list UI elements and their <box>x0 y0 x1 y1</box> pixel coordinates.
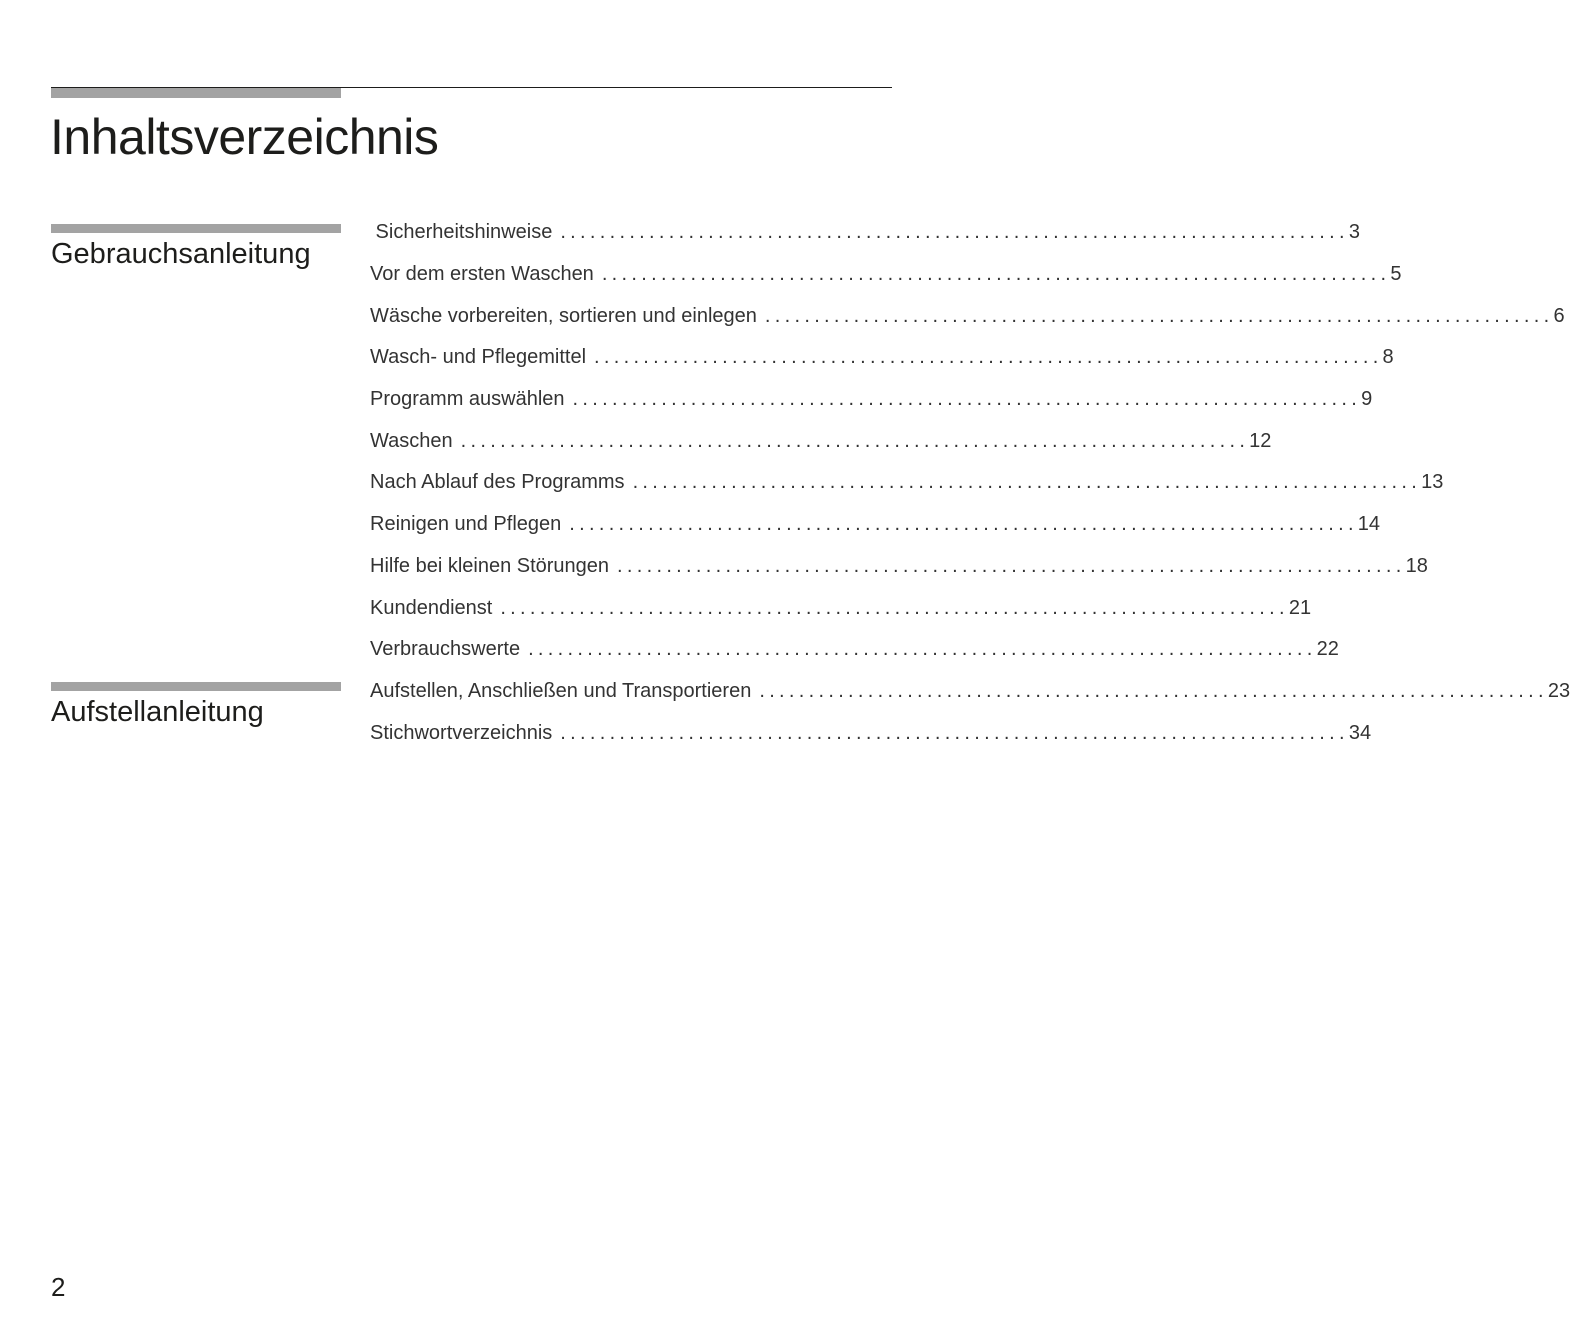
toc-entry-label: Hilfe bei kleinen Störungen <box>370 555 617 578</box>
toc-leader-dots: ................................................................................ <box>528 638 1317 661</box>
toc-entry-label: Kundendienst <box>370 597 500 620</box>
section-title-installation: Aufstellanleitung <box>51 696 264 728</box>
toc-leader-dots: ................................................................................ <box>759 679 1548 702</box>
header-accent-bar <box>51 88 341 98</box>
toc-entry-page: 22 <box>1316 638 1339 661</box>
table-of-contents <box>370 212 1570 754</box>
toc-entry-page: 21 <box>1288 596 1312 619</box>
toc-entry-page: 3 <box>1348 221 1360 244</box>
toc-entry-label: Wasch- und Pflegemittel <box>370 346 594 369</box>
toc-entry[interactable] <box>370 462 1444 504</box>
toc-leader-dots: ................................................................................ <box>594 346 1383 369</box>
toc-leader-dots: ................................................................................ <box>460 429 1250 452</box>
toc-entry[interactable] <box>370 254 1402 296</box>
toc-entry[interactable] <box>370 546 1428 588</box>
toc-entry-label: Reinigen und Pflegen <box>370 513 569 536</box>
page-number: 2 <box>51 1272 66 1302</box>
toc-entry[interactable] <box>370 587 1312 629</box>
toc-leader-dots: ................................................................................ <box>500 596 1289 619</box>
toc-entry-page: 23 <box>1547 679 1570 702</box>
toc-entry[interactable] <box>370 295 1565 337</box>
toc-entry[interactable] <box>370 212 1360 254</box>
toc-leader-dots: ................................................................................ <box>601 263 1391 286</box>
toc-leader-dots: ................................................................................ <box>560 721 1349 744</box>
toc-entry-page: 14 <box>1357 513 1381 536</box>
toc-entry[interactable] <box>370 420 1272 462</box>
toc-entry-label: Aufstellen, Anschließen und Transportieren <box>370 680 759 703</box>
toc-entry-page: 12 <box>1249 429 1272 452</box>
section-bar-installation <box>51 682 341 691</box>
toc-entry-page: 9 <box>1361 388 1373 411</box>
toc-leader-dots: ................................................................................ <box>560 221 1349 244</box>
toc-entry[interactable] <box>370 671 1570 713</box>
toc-entry[interactable] <box>370 712 1372 754</box>
toc-entry-page: 5 <box>1390 263 1402 286</box>
toc-entry-page: 18 <box>1405 554 1428 577</box>
toc-entry-label: Verbrauchswerte <box>370 638 528 661</box>
toc-leader-dots: ................................................................................ <box>617 554 1406 577</box>
section-bar-usage <box>51 224 341 233</box>
toc-leader-dots: ................................................................................ <box>764 304 1554 327</box>
page-title: Inhaltsverzeichnis <box>50 109 439 165</box>
toc-entry-label: Sicherheitshinweise <box>370 221 560 244</box>
toc-entry-label: Vor dem ersten Waschen <box>370 263 602 286</box>
toc-entry[interactable] <box>370 504 1381 546</box>
toc-entry-label: Waschen <box>370 430 461 453</box>
toc-leader-dots: ................................................................................ <box>632 471 1422 494</box>
toc-entry-label: Wäsche vorbereiten, sortieren und einlegen <box>370 305 765 328</box>
toc-entry-label: Nach Ablauf des Programms <box>370 471 633 494</box>
toc-entry-label: Programm auswählen <box>370 388 573 411</box>
toc-entry-page: 13 <box>1421 471 1444 494</box>
toc-leader-dots: ................................................................................ <box>569 513 1358 536</box>
toc-entry[interactable] <box>370 337 1394 379</box>
toc-entry-label: Stichwortverzeichnis <box>370 722 560 745</box>
toc-entry[interactable] <box>370 379 1373 421</box>
section-title-usage: Gebrauchsanleitung <box>51 238 311 270</box>
toc-leader-dots: ................................................................................ <box>572 388 1362 411</box>
toc-entry-page: 8 <box>1382 346 1394 369</box>
toc-entry-page: 6 <box>1553 304 1565 327</box>
toc-entry-page: 34 <box>1348 721 1372 744</box>
toc-entry[interactable] <box>370 629 1339 671</box>
